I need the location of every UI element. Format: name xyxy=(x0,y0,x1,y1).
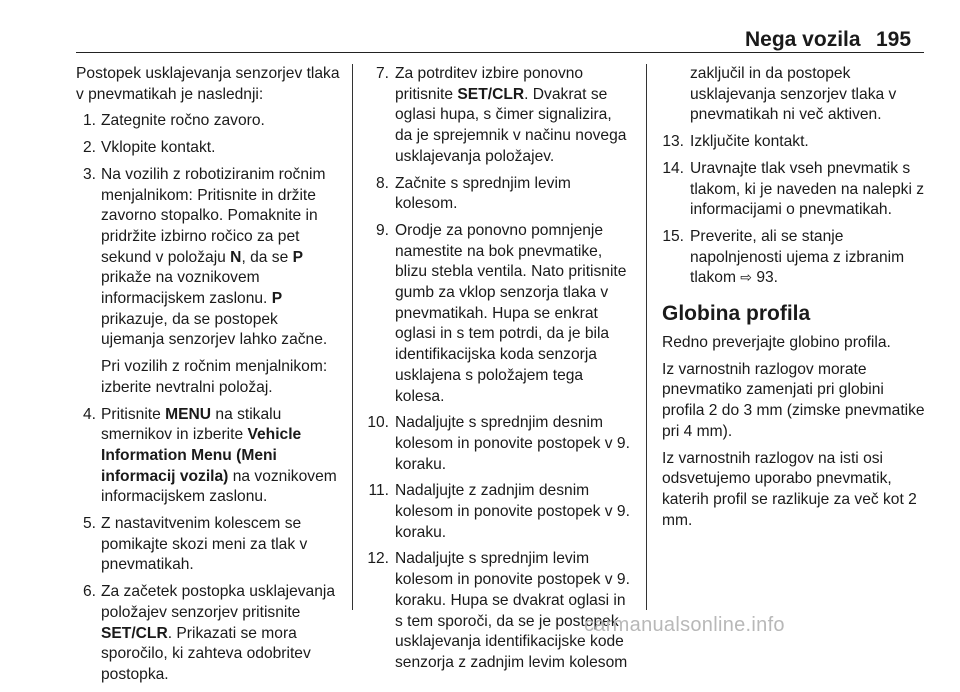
list-item: 6. Za začetek postopka usklajevanja položajev senzorjev pritisnite SET/CLR. Prikazati se mora sporočilo, ki zahteva odobritev postopka. xyxy=(82,583,336,683)
step-list xyxy=(76,405,344,686)
list-item: 4. Pritisnite MENU na stikalu smernikov in izberite Vehicle Information Menu (Meni informacij vozila) na voznikovem informacijskem zaslonu. xyxy=(82,405,337,506)
column-3 xyxy=(662,64,928,537)
step-list xyxy=(76,111,344,351)
page-reference-link[interactable]: 93. xyxy=(752,269,779,287)
list-item: 5. Z nastavitvenim kolescem se pomikajte skozi meni za tlak v pnevmatikah. xyxy=(82,515,308,574)
watermark: carmanualsonline.info xyxy=(584,614,785,636)
list-item: 13. Izključite kontakt. xyxy=(662,133,809,151)
list-item: 8. Začnite s sprednjim levim kolesom. xyxy=(375,174,571,213)
continuation-paragraph: zaključil in da postopek usklajevanja senzorjev tlaka v pnevmatikah ni več aktiven. xyxy=(690,65,897,124)
column-2 xyxy=(361,64,633,680)
list-item: 9. Orodje za ponovno pomnjenje namestite na bok pnevmatike, blizu stebla ventila. Nato pritisnite gumb za vklop senzorja tlaka v pnevmatikah. Hupa se enkrat oglasi in s tem potrdi, da je bila identifikacijska koda senzorja usklajena s položajem tega kolesa. xyxy=(375,221,627,405)
body-paragraph: Redno preverjajte globino profila. xyxy=(662,334,891,352)
body-paragraph: Iz varnostnih razlogov morate pnevmatiko zamenjati pri globini profila 2 do 3 mm (zimske pnevmatike pri 4 mm). xyxy=(662,360,925,440)
step-list xyxy=(662,132,928,289)
list-item: 2. Vklopite kontakt. xyxy=(82,139,216,157)
intro-paragraph: Postopek usklajevanja senzorjev tlaka v pnevmatikah je naslednji: xyxy=(76,65,340,103)
sub-paragraph: Pri vozilih z ročnim menjalnikom: izberite nevtralni položaj. xyxy=(101,358,328,396)
list-item: 11. Nadaljujte z zadnjim desnim kolesom in ponovite postopek v 9. koraku. xyxy=(368,482,630,541)
list-item: 10. Nadaljujte s sprednjim desnim kolesom in ponovite postopek v 9. koraku. xyxy=(367,414,630,473)
column-divider xyxy=(646,64,647,610)
header-divider xyxy=(76,52,924,53)
step-list xyxy=(361,64,633,674)
page-reference-icon: ⇨ xyxy=(740,270,752,287)
list-item: 3. Na vozilih z robotiziranim ročnim menjalnikom: Pritisnite in držite zavorno stopalko. Pomaknite in pridržite izbirno ročico za pet sekund v položaju N, da se P prikaže na voznikovem informacijskem zaslonu. P prikazuje, da se postopek ujemanja senzorjev lahko začne. xyxy=(82,165,328,349)
list-item: 1. Zategnite ročno zavoro. xyxy=(82,112,265,130)
column-1 xyxy=(76,64,344,692)
list-item: 12. Nadaljujte s sprednjim levim kolesom in ponovite postopek v 9. koraku. Hupa se dvakrat oglasi in s tem sporoči, da se je postopek usklajevanja identifikacijske kode senzorja z zadnjim levim kolesom xyxy=(367,550,630,671)
page-title: Nega vozila xyxy=(745,28,861,51)
body-paragraph: Iz varnostnih razlogov na isti osi odsvetujemo uporabo pnevmatik, katerih profil se razlikuje za več kot 2 mm. xyxy=(662,449,917,529)
list-item: 7. Za potrditev izbire ponovno pritisnite SET/CLR. Dvakrat se oglasi hupa, s čimer signalizira, da je sprejemnik v načinu novega usklajevanja položajev. xyxy=(375,65,627,165)
page-number: 195 xyxy=(876,28,912,51)
column-divider xyxy=(352,64,353,610)
list-item: 15. Preverite, ali se stanje napolnjenosti ujema z izbranim tlakom ⇨ 93. xyxy=(662,227,905,287)
section-heading: Globina profila xyxy=(662,302,811,326)
list-item: 14. Uravnajte tlak vseh pnevmatik s tlakom, ki je naveden na nalepki z informacijami o pnevmatikah. xyxy=(662,159,925,219)
